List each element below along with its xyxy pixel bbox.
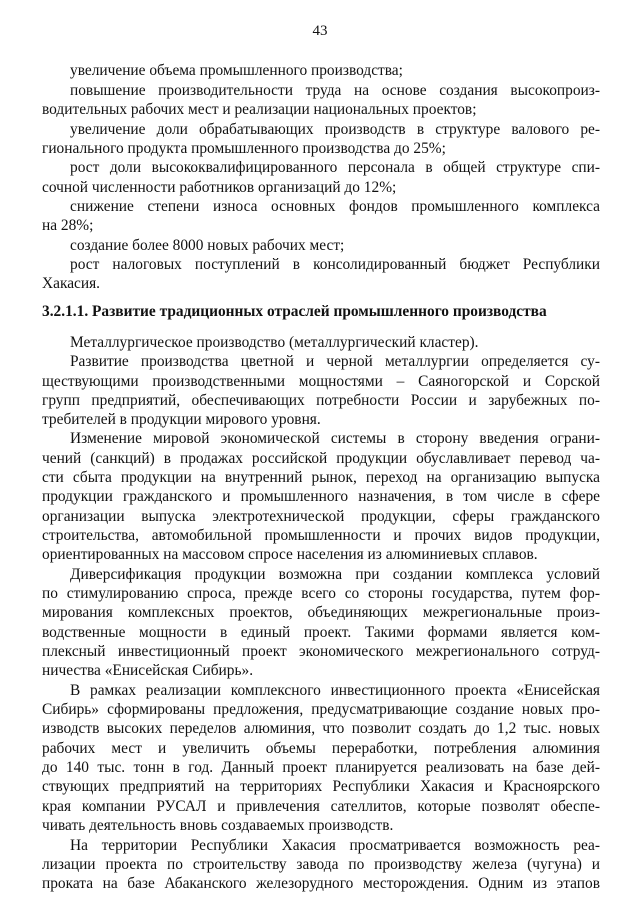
list-item: увеличение объема промышленного производства; [70, 62, 403, 79]
paragraph-line: края компании РУСАЛ и привлечения сателлитов, которые позволят обеспе- [42, 798, 600, 815]
list-item: повышение производительности труда на основе создания высокопроиз- [70, 82, 600, 99]
paragraph-line: Металлургическое производство (металлургический кластер). [70, 334, 479, 351]
paragraph-line: ориентированных на массовом спросе населения из алюминиевых сплавов. [42, 546, 538, 563]
list-item: водительных рабочих мест и реализации национальных проектов; [42, 101, 477, 118]
paragraph-line: Изменение мировой экономической системы в сторону введения ограни- [70, 430, 600, 447]
list-item: увеличение доли обрабатывающих производств в структуре валового ре- [70, 121, 600, 138]
paragraph-line: мирования комплексных проектов, объединяющих межрегиональные произ- [42, 604, 600, 621]
section-heading: 3.2.1.1. Развитие традиционных отраслей промышленного производства [42, 303, 547, 320]
paragraph-line: изводств высоких переделов алюминия, что позволит создать до 1,2 тыс. новых [42, 720, 600, 737]
paragraph-line: требителей в продукции мирового уровня. [42, 411, 321, 428]
paragraph-line: лизации проекта по строительству завода по производству железа (чугуна) и [42, 856, 600, 873]
paragraph-line: проката на базе Абаканского железорудного месторождения. Одним из этапов [42, 875, 600, 892]
list-item: создание более 8000 новых рабочих мест; [70, 237, 345, 254]
paragraph-line: организации выпуска электротехнической продукции, сферы гражданского [42, 508, 600, 525]
paragraph-line: продукции гражданского и промышленного назначения, в том числе в сфере [42, 488, 600, 505]
paragraph-line: Развитие производства цветной и черной металлургии определяется су- [70, 353, 600, 370]
paragraph-line: ствующих предприятий на территориях Республики Хакасия и Красноярского [42, 778, 600, 795]
paragraph-line: водственные мощности в единый проект. Такими формами является ком- [42, 624, 600, 641]
paragraph-line: Диверсификация продукции возможна при создании комплекса условий [70, 566, 600, 583]
paragraph-line: ничества «Енисейская Сибирь». [42, 662, 254, 679]
paragraph-line: плексный инвестиционный проект экономического межрегионального сотруд- [42, 643, 600, 660]
list-item: рост налоговых поступлений в консолидированный бюджет Республики [70, 256, 600, 273]
list-item: Хакасия. [42, 275, 101, 292]
page-number: 43 [312, 23, 328, 39]
list-item: сочной численности работников организаций до 12%; [42, 179, 397, 196]
list-item: гионального продукта промышленного производства до 25%; [42, 140, 446, 157]
paragraph-line: В рамках реализации комплексного инвестиционного проекта «Енисейская [70, 682, 600, 699]
paragraph-line: чений (санкций) в продажах российской продукции обуславливает перевод ча- [42, 450, 600, 467]
paragraph-line: ществующими производственными мощностями – Саяногорской и Сорской [42, 373, 600, 390]
list-item: снижение степени износа основных фондов промышленного комплекса [70, 198, 600, 215]
paragraph-line: до 140 тыс. тонн в год. Данный проект планируется реализовать на базе дей- [42, 759, 600, 776]
paragraph-line: рабочих мест и увеличить объемы переработки, потребления алюминия [42, 740, 600, 757]
paragraph-line: строительства, автомобильной промышленности и прочих видов продукции, [42, 527, 600, 544]
paragraph-line: сти сбыта продукции на внутренний рынок, переход на организацию выпуска [42, 469, 600, 486]
paragraph-line: На территории Республики Хакасия просматривается возможность реа- [70, 837, 600, 854]
paragraph-line: чивать деятельность вновь создаваемых производств. [42, 817, 394, 834]
paragraph-line: по стимулированию спроса, прежде всего со стороны государства, путем фор- [42, 585, 600, 602]
list-item: рост доли высококвалифицированного персонала в общей структуре спи- [70, 159, 600, 176]
paragraph-line: групп предприятий, обеспечивающих потребности России и зарубежных по- [42, 392, 600, 409]
list-item: на 28%; [42, 217, 94, 234]
paragraph-line: Сибирь» сформированы предложения, предусматривающие создание новых про- [42, 701, 600, 718]
